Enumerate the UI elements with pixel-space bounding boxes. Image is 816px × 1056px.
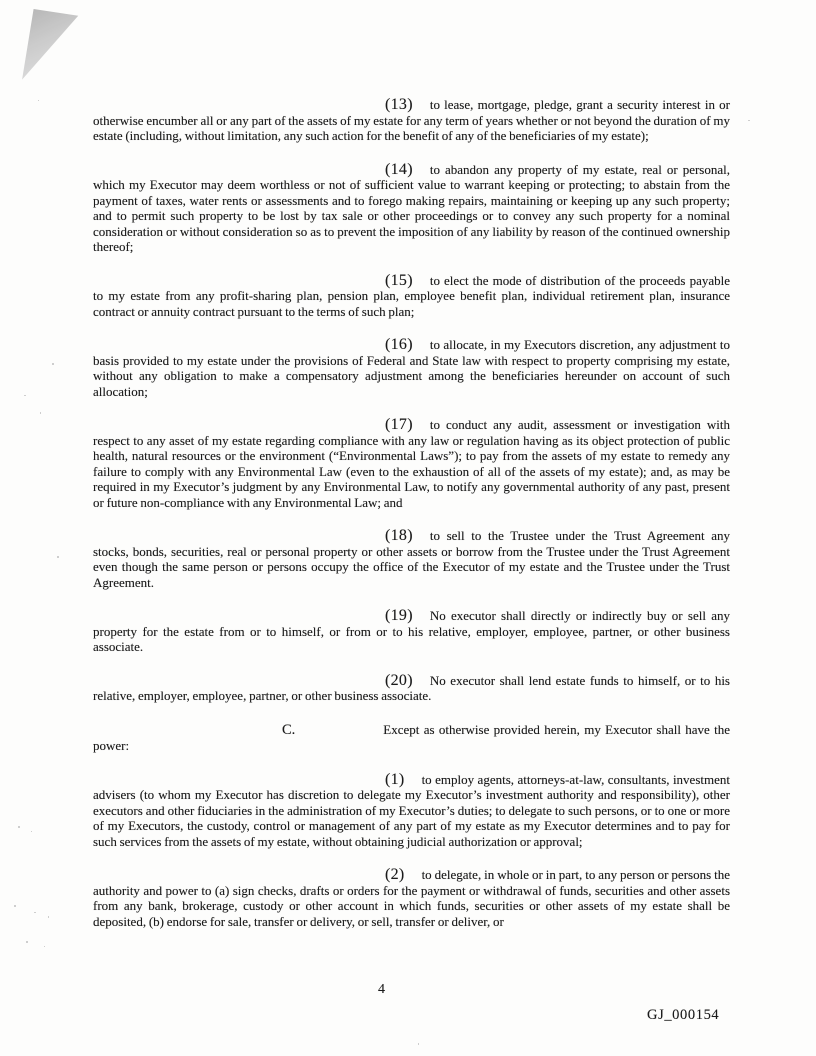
- scan-corner-fold-artifact: [12, 4, 84, 88]
- paragraph-16: [93, 337, 730, 399]
- scan-speckle: [31, 831, 32, 832]
- paragraph-19-text: No executor shall directly or indirectly buy or sell any property for the estate from or to himself, or from or to his relative, employer, employee, partner, or other business associate.: [93, 608, 730, 654]
- paragraph-16-text: to allocate, in my Executors discretion, any adjustment to basis provided to my estate under the provisions of Federal and State law with respect to property comprising my estate, without any obligation to make a compensatory adjustment among the beneficiaries hereunder on account of such allocation;: [93, 337, 730, 399]
- paragraph-19: [93, 608, 730, 655]
- paragraph-15-text: to elect the mode of distribution of the proceeds payable to my estate from any profit-sharing plan, pension plan, employee benefit plan, individual retirement plan, insurance contract or annuity contract pursuant to the terms of such plan;: [93, 272, 730, 319]
- scan-speckle: [748, 120, 750, 121]
- paragraph-13-text: to lease, mortgage, pledge, grant a security interest in or otherwise encumber all or any part of the assets of my estate for any term of years whether or not beyond the duration of my estate (including, without limitation, any such action for the benefit of any of the beneficiaries of my estate);: [93, 97, 730, 143]
- paragraph-13: [93, 97, 730, 144]
- scan-speckle: [18, 826, 20, 828]
- scan-speckle: [57, 556, 59, 558]
- scan-speckle: [52, 363, 54, 365]
- paragraph-17-number: (17): [385, 416, 413, 433]
- subparagraph-2-number: (2): [385, 866, 405, 883]
- scan-speckle: [48, 916, 49, 918]
- scan-speckle: [26, 941, 28, 943]
- scan-speckle: [38, 100, 39, 101]
- scan-speckle: [44, 946, 45, 947]
- subparagraph-1-number: (1): [385, 770, 405, 788]
- bates-number: GJ_000154: [647, 1007, 720, 1023]
- paragraph-15-number: (15): [385, 271, 413, 289]
- page-number: 4: [378, 982, 385, 997]
- document-body: [93, 97, 730, 947]
- paragraph-19-number: (19): [385, 607, 413, 624]
- paragraph-20-text: No executor shall lend estate funds to himself, or to his relative, employer, employee, partner, or other business associate.: [93, 672, 730, 703]
- paragraph-14-number: (14): [385, 160, 413, 178]
- paragraph-20: [93, 673, 730, 704]
- paragraph-20-number: (20): [385, 671, 413, 689]
- subparagraph-1-text: to employ agents, attorneys-at-law, consultants, investment advisers (to whom my Executor has discretion to delegate my Executor’s investment authority and responsibility), other executors and other fiduciaries in the administration of my Executor’s duties; to delegate to such persons, or to one or more of my Executors, the custody, control or management of any part of my estate as my Executor determines and to pay for such services from the assets of my estate, without obtaining judicial authorization or approval;: [93, 771, 730, 849]
- paragraph-17: [93, 417, 730, 510]
- paragraph-18: [93, 528, 730, 590]
- scan-speckle: [24, 395, 26, 396]
- paragraph-14: [93, 162, 730, 255]
- scan-speckle: [14, 905, 16, 907]
- paragraph-17-text: to conduct any audit, assessment or investigation with respect to any asset of my estate regarding compliance with any law or regulation having as its object protection of public health, natural resources or the environment (“Environmental Laws”); to pay from the assets of my estate to remedy any failure to comply with any Environmental Law (even to the exhaustion of all of the assets of my estate); and, as may be required in my Executor’s judgment by any Environmental Law, to notify any governmental authority of any past, present or future non-compliance with any Environmental Law; and: [93, 417, 730, 510]
- section-c-text: Except as otherwise provided herein, my Executor shall have the power:: [93, 721, 730, 753]
- section-c: [93, 722, 730, 754]
- paragraph-18-text: to sell to the Trustee under the Trust Agreement any stocks, bonds, securities, real or personal property or other assets or borrow from the Trustee under the Trust Agreement even though the same person or persons occupy the office of the Executor of my estate and the Trustee under the Trust Agreement.: [93, 528, 730, 590]
- subparagraph-1: [93, 772, 730, 850]
- scan-speckle: [418, 1043, 419, 1045]
- scan-speckle: [40, 412, 41, 414]
- subparagraph-2-text: to delegate, in whole or in part, to any person or persons the authority and power to (a) sign checks, drafts or orders for the payment or withdrawal of funds, securities and other assets from any bank, brokerage, custody or other account in which funds, securities or other assets of my estate shall be deposited, (b) endorse for sale, transfer or delivery, or sell, transfer or deliver, or: [93, 867, 730, 929]
- paragraph-15: [93, 273, 730, 320]
- scan-speckle: [34, 912, 36, 913]
- section-c-letter: C.: [282, 721, 296, 738]
- paragraph-13-number: (13): [385, 96, 413, 113]
- paragraph-16-number: (16): [385, 336, 413, 353]
- paragraph-18-number: (18): [385, 527, 413, 544]
- subparagraph-2: [93, 867, 730, 929]
- paragraph-14-text: to abandon any property of my estate, real or personal, which my Executor may deem worthless or not of sufficient value to warrant keeping or protecting; to abstain from the payment of taxes, water rents or assessments and to forego making repairs, maintaining or keeping up any such property; and to permit such property to be lost by tax sale or other proceedings or to convey any such property for a nominal consideration or without consideration so as to prevent the imposition of any liability by reason of the continued ownership thereof;: [93, 161, 730, 254]
